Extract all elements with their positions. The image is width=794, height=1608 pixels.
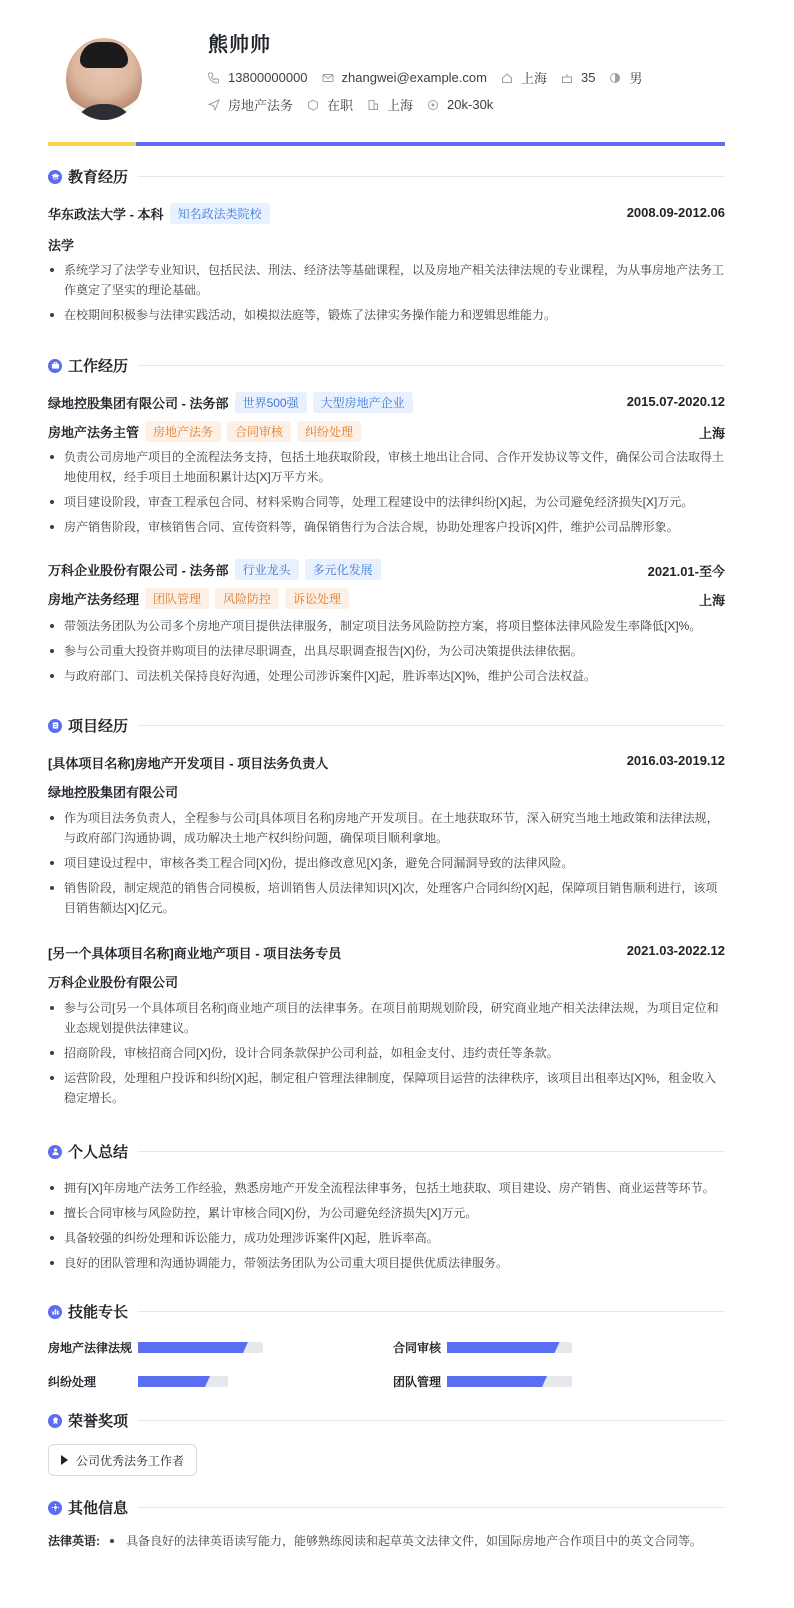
section-summary — [48, 1141, 725, 1162]
section-title: 教育经历 — [68, 169, 129, 186]
list-item: 良好的团队管理和沟通协调能力，带领法务团队为公司重大项目提供优质法律服务。 — [48, 1253, 725, 1273]
gender-text: 男 — [629, 71, 643, 86]
job-date: 2021.01-至今 — [647, 564, 725, 579]
project-bullets — [48, 808, 725, 923]
job-intent-row — [208, 95, 507, 114]
award-icon — [48, 1414, 62, 1428]
skill-label: 合同审核 — [393, 1341, 442, 1355]
skill-tag: 风险防控 — [215, 588, 279, 609]
company-name: 万科企业股份有限公司 - 法务部 — [48, 563, 229, 578]
position-name: 房地产法务主管 — [48, 425, 140, 440]
education-date: 2008.09-2012.06 — [626, 205, 725, 220]
resume-header — [48, 0, 746, 150]
project-icon — [48, 719, 62, 733]
skill-fill — [447, 1342, 560, 1353]
job-location: 上海 — [698, 593, 725, 608]
school-tag: 知名政法类院校 — [170, 203, 270, 224]
list-item: 带领法务团队为公司多个房地产项目提供法律服务，制定项目法务风险防控方案，将项目整体法律风险发生率降低[X]%。 — [48, 616, 725, 636]
skill-item — [393, 1339, 572, 1356]
section-skills — [48, 1301, 725, 1322]
phone-text[interactable]: 13800000000 — [228, 70, 308, 85]
user-icon — [48, 1145, 62, 1159]
status-icon — [307, 99, 319, 111]
gender-icon — [609, 72, 621, 84]
home-icon — [501, 72, 513, 84]
section-title: 个人总结 — [68, 1144, 129, 1161]
section-projects — [48, 715, 725, 736]
project-name: [具体项目名称]房地产开发项目 - 项目法务负责人 — [48, 756, 329, 771]
skill-item — [48, 1373, 228, 1390]
skill-tag: 合同审核 — [227, 421, 291, 442]
major-name: 法学 — [48, 238, 75, 253]
status-text: 在职 — [327, 98, 354, 113]
candidate-name: 熊帅帅 — [208, 34, 271, 56]
skill-item — [48, 1339, 263, 1356]
play-icon — [61, 1455, 68, 1465]
salary-text: 20k-30k — [447, 97, 494, 112]
other-text: 具备良好的法律英语读写能力，能够熟练阅读和起草英文法律文件，如国际房地产合作项目中的英文合同等。 — [126, 1534, 703, 1548]
school-name: 华东政法大学 - 本科 — [48, 207, 164, 222]
skill-item — [393, 1373, 572, 1390]
company-tag: 多元化发展 — [305, 559, 381, 580]
list-item: 拥有[X]年房地产法务工作经验，熟悉房地产开发全流程法律事务，包括土地获取、项目建设、房产销售、商业运营等环节。 — [48, 1178, 725, 1198]
company-tag: 行业龙头 — [235, 559, 299, 580]
award-text: 公司优秀法务工作者 — [76, 1453, 185, 1468]
skill-tag: 诉讼处理 — [285, 588, 349, 609]
skill-label: 纠纷处理 — [48, 1375, 97, 1389]
section-awards — [48, 1410, 725, 1431]
skill-fill — [138, 1342, 248, 1353]
list-item: 销售阶段，制定规范的销售合同模板，培训销售人员法律知识[X]次，处理客户合同纠纷[X]起，保障项目销售顺利进行，该项目销售额达[X]亿元。 — [48, 878, 725, 918]
list-item: 参与公司重大投资并购项目的法律尽职调查，出具尽职调查报告[X]份，为公司决策提供法律依据。 — [48, 641, 725, 661]
company-tag: 大型房地产企业 — [313, 392, 413, 413]
skill-fill — [447, 1376, 547, 1387]
project-company: 万科企业股份有限公司 — [48, 975, 179, 990]
info-icon — [48, 1501, 62, 1515]
list-item: 负责公司房地产项目的全流程法务支持，包括土地获取阶段，审核土地出让合同、合作开发协议等文件，确保公司合法取得土地使用权，经手项目土地面积累计达[X]万平方米。 — [48, 447, 725, 487]
skill-bar — [447, 1342, 572, 1353]
skill-bar — [138, 1376, 228, 1387]
skill-bar — [138, 1342, 263, 1353]
age-icon — [561, 72, 573, 84]
email-icon — [322, 72, 334, 84]
age-text: 35 — [580, 70, 596, 85]
email-text[interactable]: zhangwei@example.com — [341, 70, 487, 85]
send-icon — [208, 99, 220, 111]
list-item: 参与公司[另一个具体项目名称]商业地产项目的法律事务。在项目前期规划阶段，研究商业地产相关法律法规，为项目定位和业态规划提供法律建议。 — [48, 998, 725, 1038]
section-other — [48, 1497, 725, 1518]
education-row — [48, 203, 270, 224]
bar-chart-icon — [48, 1305, 62, 1319]
other-info-row — [48, 1532, 702, 1549]
project-date: 2021.03-2022.12 — [626, 943, 725, 958]
salary-icon — [427, 99, 439, 111]
list-item: 系统学习了法学专业知识，包括民法、刑法、经济法等基础课程，以及房地产相关法律法规的专业课程，为从事房地产法务工作奠定了坚实的理论基础。 — [48, 260, 725, 300]
summary-bullets — [48, 1178, 725, 1278]
company-tag: 世界500强 — [235, 392, 307, 413]
contact-row — [208, 68, 656, 87]
section-title: 其他信息 — [68, 1500, 129, 1517]
phone-icon — [208, 72, 220, 84]
job-position-row — [48, 421, 361, 442]
section-education — [48, 166, 725, 187]
city-text: 上海 — [520, 71, 547, 86]
job-bullets — [48, 447, 725, 542]
education-bullets — [48, 260, 725, 330]
expected-city-text: 上海 — [387, 98, 414, 113]
job-bullets — [48, 616, 725, 691]
briefcase-icon — [48, 359, 62, 373]
avatar — [66, 38, 142, 120]
position-name: 房地产法务经理 — [48, 592, 140, 607]
list-item: 擅长合同审核与风险防控，累计审核合同[X]份，为公司避免经济损失[X]万元。 — [48, 1203, 725, 1223]
job-position-row — [48, 588, 349, 609]
skill-tag: 纠纷处理 — [297, 421, 361, 442]
skill-label: 房地产法律法规 — [48, 1341, 133, 1355]
list-item: 在校期间积极参与法律实践活动，如模拟法庭等，锻炼了法律实务操作能力和逻辑思维能力。 — [48, 305, 725, 325]
section-title: 荣誉奖项 — [68, 1413, 129, 1430]
section-title: 项目经历 — [68, 718, 129, 735]
header-divider — [48, 142, 725, 146]
list-item: 房产销售阶段，审核销售合同、宣传资料等，确保销售行为合法合规，协助处理客户投诉[X]件，维护公司品牌形象。 — [48, 517, 725, 537]
job-company-row — [48, 559, 381, 580]
job-date: 2015.07-2020.12 — [626, 394, 725, 409]
skill-bar — [447, 1376, 572, 1387]
section-title: 工作经历 — [68, 358, 129, 375]
skill-tag: 房地产法务 — [145, 421, 221, 442]
project-name: [另一个具体项目名称]商业地产项目 - 项目法务专员 — [48, 946, 342, 961]
section-work — [48, 355, 725, 376]
list-item: 项目建设阶段，审查工程承包合同、材料采购合同等，处理工程建设中的法律纠纷[X]起，为公司避免经济损失[X]万元。 — [48, 492, 725, 512]
skill-label: 团队管理 — [393, 1375, 442, 1389]
skill-fill — [138, 1376, 210, 1387]
graduation-cap-icon — [48, 170, 62, 184]
list-item: 具备较强的纠纷处理和诉讼能力，成功处理涉诉案件[X]起，胜诉率高。 — [48, 1228, 725, 1248]
job-title-text: 房地产法务 — [228, 98, 294, 113]
list-item: 作为项目法务负责人，全程参与公司[具体项目名称]房地产开发项目。在土地获取环节，深入研究当地土地政策和法律法规，与政府部门沟通协调，成功解决土地产权纠纷问题，确保项目顺利拿地。 — [48, 808, 725, 848]
project-bullets — [48, 998, 725, 1113]
section-title: 技能专长 — [68, 1304, 129, 1321]
company-name: 绿地控股集团有限公司 - 法务部 — [48, 396, 229, 411]
job-company-row — [48, 392, 413, 413]
list-item: 项目建设过程中，审核各类工程合同[X]份，提出修改意见[X]条，避免合同漏洞导致的法律风险。 — [48, 853, 725, 873]
job-location: 上海 — [698, 426, 725, 441]
list-item: 与政府部门、司法机关保持良好沟通，处理公司涉诉案件[X]起，胜诉率达[X]%，维护公司合法权益。 — [48, 666, 725, 686]
project-date: 2016.03-2019.12 — [626, 753, 725, 768]
skill-tag: 团队管理 — [145, 588, 209, 609]
other-label: 法律英语: — [48, 1534, 100, 1548]
building-icon — [367, 99, 379, 111]
list-item: 招商阶段，审核招商合同[X]份，设计合同条款保护公司利益，如租金支付、违约责任等条款。 — [48, 1043, 725, 1063]
award-item[interactable] — [48, 1444, 197, 1476]
list-item: 运营阶段，处理租户投诉和纠纷[X]起，制定租户管理法律制度，保障项目运营的法律秩序，该项目出租率达[X]%，租金收入稳定增长。 — [48, 1068, 725, 1108]
project-company: 绿地控股集团有限公司 — [48, 785, 179, 800]
